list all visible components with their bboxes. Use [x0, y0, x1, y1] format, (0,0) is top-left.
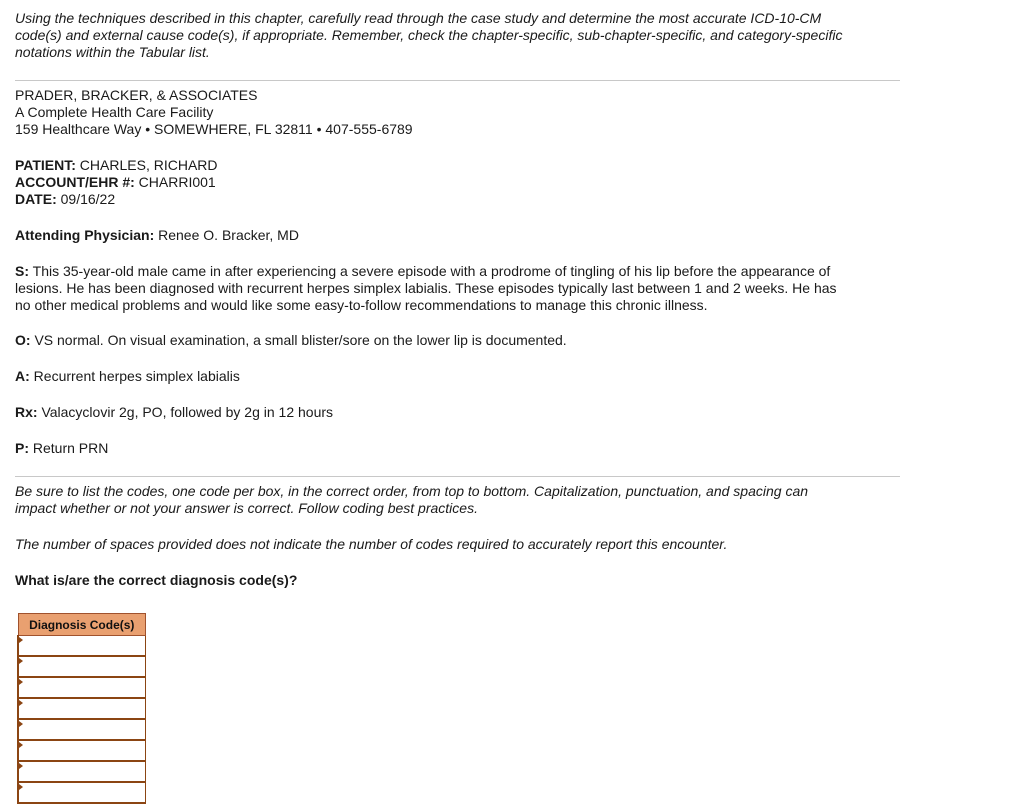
instructions-text — [15, 10, 895, 61]
physician-name: Renee O. Bracker, MD — [154, 227, 299, 243]
code-cell[interactable] — [18, 677, 146, 698]
instructions-line: code(s) and external cause code(s), if appropriate. Remember, check the chapter-specific, sub-chapter-specific, and category-specific — [15, 27, 843, 43]
code-input[interactable] — [19, 741, 145, 760]
cell-marker-icon — [19, 658, 23, 664]
diagnosis-code-grid — [17, 613, 146, 804]
prescription-label: Rx: — [15, 404, 38, 420]
objective-text: VS normal. On visual examination, a small blister/sore on the lower lip is documented. — [30, 332, 567, 348]
directions-text — [15, 483, 895, 517]
code-input[interactable] — [19, 657, 145, 676]
plan-label: P: — [15, 440, 29, 456]
code-cell[interactable] — [18, 656, 146, 677]
date-row — [15, 191, 895, 208]
code-cell[interactable] — [18, 636, 146, 657]
date-label: DATE: — [15, 191, 57, 207]
code-cell[interactable] — [18, 782, 146, 803]
code-input[interactable] — [19, 678, 145, 697]
subjective-label: S: — [15, 263, 29, 279]
cell-marker-icon — [19, 742, 23, 748]
account-row — [15, 174, 895, 191]
assessment-section — [15, 368, 895, 385]
physician-row — [15, 227, 895, 244]
plan-text: Return PRN — [29, 440, 109, 456]
question-prompt: What is/are the correct diagnosis code(s)? — [15, 572, 298, 588]
code-cell[interactable] — [18, 761, 146, 782]
patient-name: CHARLES, RICHARD — [75, 157, 218, 173]
spaces-note: The number of spaces provided does not indicate the number of codes required to accurately report this encounter. — [15, 536, 728, 552]
subjective-text: no other medical problems and would like some easy-to-follow recommendations to manage this chronic illness. — [15, 297, 708, 313]
objective-label: O: — [15, 332, 31, 348]
plan-section — [15, 440, 895, 457]
physician-label: Attending Physician: — [15, 227, 155, 243]
prescription-text: Valacyclovir 2g, PO, followed by 2g in 12 hours — [37, 404, 334, 420]
account-number: CHARRI001 — [134, 174, 216, 190]
cell-marker-icon — [19, 700, 23, 706]
account-label: ACCOUNT/EHR #: — [15, 174, 135, 190]
instructions-line: notations within the Tabular list. — [15, 44, 210, 60]
divider — [15, 476, 900, 477]
facility-address: 159 Healthcare Way • SOMEWHERE, FL 32811 • 407-555-6789 — [15, 121, 413, 137]
code-input[interactable] — [19, 720, 145, 739]
code-input[interactable] — [19, 699, 145, 718]
patient-label: PATIENT: — [15, 157, 76, 173]
directions-line: impact whether or not your answer is correct. Follow coding best practices. — [15, 500, 478, 516]
code-cell[interactable] — [18, 698, 146, 719]
code-input[interactable] — [19, 783, 145, 802]
directions-line: Be sure to list the codes, one code per box, in the correct order, from top to bottom. Capitalization, punctuation, and spacing can — [15, 483, 809, 499]
patient-row — [15, 157, 895, 174]
code-input[interactable] — [19, 636, 145, 655]
code-cell[interactable] — [18, 740, 146, 761]
objective-section — [15, 332, 895, 349]
cell-marker-icon — [19, 784, 23, 790]
facility-name: PRADER, BRACKER, & ASSOCIATES — [15, 87, 258, 103]
grid-header: Diagnosis Code(s) — [18, 614, 146, 636]
assessment-label: A: — [15, 368, 30, 384]
assessment-text: Recurrent herpes simplex labialis — [29, 368, 240, 384]
cell-marker-icon — [19, 679, 23, 685]
prescription-section — [15, 404, 895, 421]
cell-marker-icon — [19, 637, 23, 643]
subjective-section — [15, 263, 895, 314]
encounter-date: 09/16/22 — [56, 191, 116, 207]
facility-header — [15, 87, 895, 138]
instructions-line: Using the techniques described in this chapter, carefully read through the case study and determine the most accurate ICD-10-CM — [15, 10, 822, 26]
subjective-text: This 35-year-old male came in after experiencing a severe episode with a prodrome of tingling of his lip before the appearance of — [29, 263, 831, 279]
cell-marker-icon — [19, 721, 23, 727]
facility-tagline: A Complete Health Care Facility — [15, 104, 214, 120]
subjective-text: lesions. He has been diagnosed with recurrent herpes simplex labialis. These episodes typically last between 1 and 2 weeks. He has — [15, 280, 837, 296]
code-cell[interactable] — [18, 719, 146, 740]
cell-marker-icon — [19, 763, 23, 769]
patient-info — [15, 157, 895, 208]
divider — [15, 80, 900, 81]
code-input[interactable] — [19, 762, 145, 781]
